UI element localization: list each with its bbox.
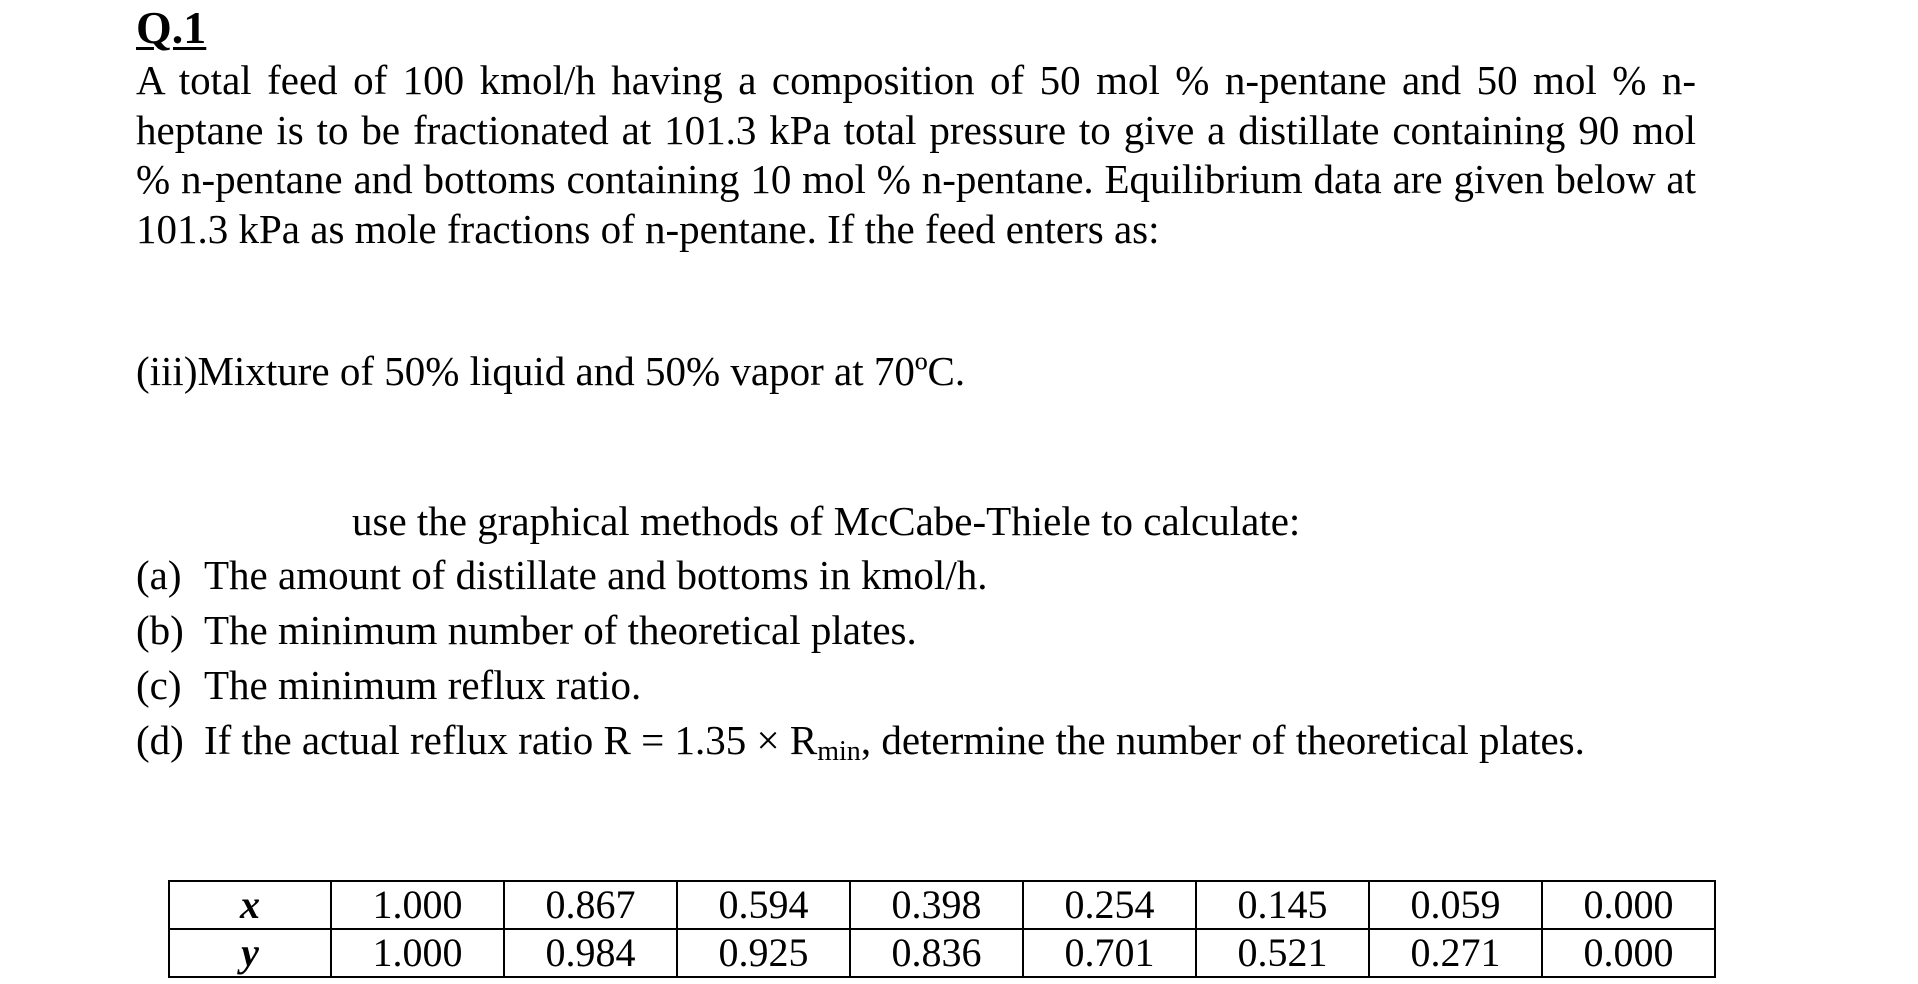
- table-cell: 0.594: [677, 881, 850, 929]
- table-cell: 0.984: [504, 929, 677, 977]
- task-text: The minimum reflux ratio.: [204, 662, 642, 708]
- table-row-x: [169, 881, 1715, 929]
- task-letter: (d): [136, 717, 184, 763]
- table-cell: 0.145: [1196, 881, 1369, 929]
- feed-condition: (iii)Mixture of 50% liquid and 50% vapor at 70ºC.: [136, 348, 966, 394]
- task-item-a: [136, 548, 1585, 603]
- table-cell: 1.000: [331, 881, 504, 929]
- task-letter: (b): [136, 607, 184, 653]
- table-cell: 0.867: [504, 881, 677, 929]
- problem-statement: A total feed of 100 kmol/h having a composition of 50 mol % n-pentane and 50 mol % n-heptane is to be fractionated at 101.3 kPa total pressure to give a distillate containing 90 mol % n-pentane and bottoms containing 10 mol % n-pentane. Equilibrium data are given below at 101.3 kPa as mole fractions of n-pentane. If the feed enters as:: [136, 57, 1696, 252]
- task-letter: (a): [136, 552, 182, 598]
- table-cell: 0.271: [1369, 929, 1542, 977]
- task-text: If the actual reflux ratio R = 1.35 × R: [204, 717, 818, 763]
- table-cell: 0.925: [677, 929, 850, 977]
- table-row-y: [169, 929, 1715, 977]
- task-text-end: , determine the number of theoretical plates.: [860, 717, 1585, 763]
- row-label-y: y: [169, 929, 331, 977]
- method-instruction: use the graphical methods of McCabe-Thiele to calculate:: [352, 498, 1301, 544]
- task-item-c: [136, 658, 1585, 713]
- task-text: The amount of distillate and bottoms in kmol/h.: [204, 552, 988, 598]
- equilibrium-table: [168, 880, 1716, 978]
- table-cell: 0.521: [1196, 929, 1369, 977]
- row-label-x: x: [169, 881, 331, 929]
- table-cell: 0.836: [850, 929, 1023, 977]
- task-list: [136, 548, 1585, 779]
- table-cell: 0.000: [1542, 929, 1715, 977]
- reflux-subscript: min: [817, 736, 861, 767]
- question-number: Q.1: [136, 2, 207, 53]
- table-cell: 0.398: [850, 881, 1023, 929]
- table-cell: 0.254: [1023, 881, 1196, 929]
- table-cell: 1.000: [331, 929, 504, 977]
- task-text: The minimum number of theoretical plates.: [204, 607, 917, 653]
- table-cell: 0.000: [1542, 881, 1715, 929]
- task-item-b: [136, 603, 1585, 658]
- task-letter: (c): [136, 662, 182, 708]
- table-cell: 0.701: [1023, 929, 1196, 977]
- table-cell: 0.059: [1369, 881, 1542, 929]
- task-item-d: [136, 713, 1585, 779]
